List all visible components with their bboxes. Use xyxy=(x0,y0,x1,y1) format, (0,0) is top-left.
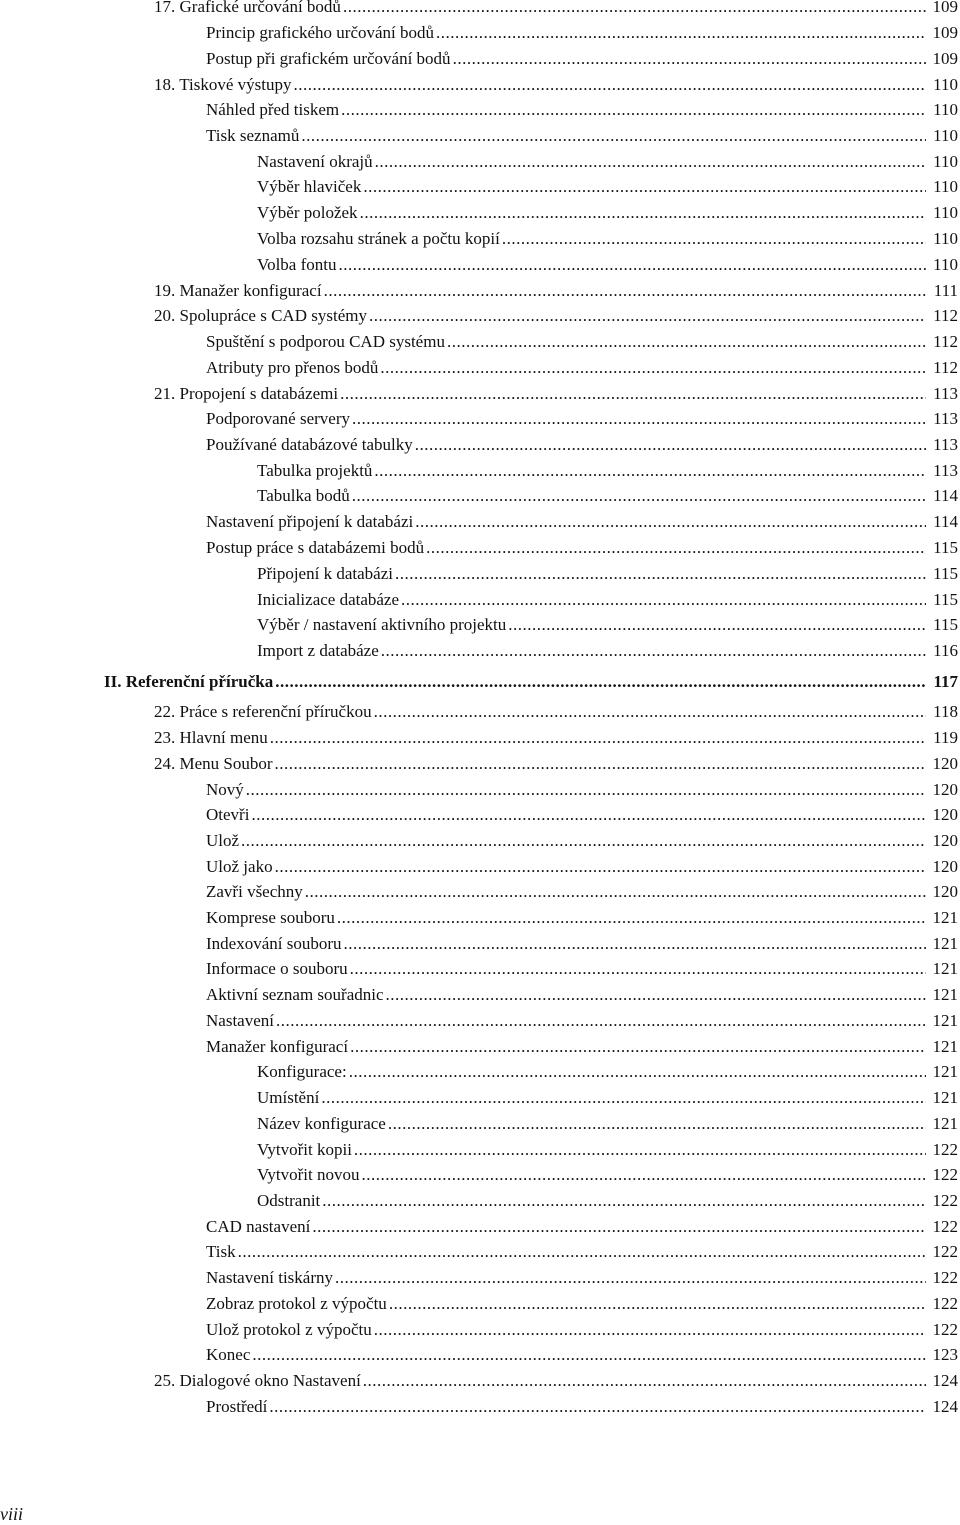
toc-entry[interactable] xyxy=(206,881,958,903)
toc-entry-page: 110 xyxy=(933,203,958,222)
toc-entry[interactable] xyxy=(257,460,958,482)
toc-entry-label: Tisk xyxy=(206,1242,236,1261)
toc-entry-label: Ulož xyxy=(206,831,240,850)
toc-entry-label: Postup práce s databázemi bodů xyxy=(206,538,425,557)
toc-entry-page: 121 xyxy=(932,1011,958,1030)
toc-entry-page: 113 xyxy=(933,435,958,454)
toc-dot-leader xyxy=(252,1344,926,1366)
toc-dot-leader xyxy=(335,1267,926,1289)
toc-entry-label: Import z databáze xyxy=(257,641,379,660)
toc-dot-leader xyxy=(343,0,926,18)
toc-dot-leader xyxy=(238,1241,926,1263)
toc-entry-page: 113 xyxy=(933,384,958,403)
toc-entry-label: Inicializace databáze xyxy=(257,590,400,609)
toc-dot-leader xyxy=(350,1036,926,1058)
toc-dot-leader xyxy=(269,1396,926,1418)
toc-entry[interactable] xyxy=(206,1241,958,1263)
toc-entry-label: Výběr hlaviček xyxy=(257,177,362,196)
toc-entry-page: 120 xyxy=(932,857,958,876)
toc-entry-label: 17. Grafické určování bodů xyxy=(154,0,341,16)
toc-dot-leader xyxy=(381,640,926,662)
toc-entry-label: Ulož jako xyxy=(206,857,273,876)
toc-entry-label: Výběr položek xyxy=(257,203,358,222)
toc-entry-page: 110 xyxy=(933,126,958,145)
toc-entry[interactable] xyxy=(257,254,958,276)
toc-dot-leader xyxy=(389,1293,926,1315)
toc-entry-label: Připojení k databázi xyxy=(257,564,393,583)
toc-entry-label: Umístění xyxy=(257,1088,320,1107)
toc-dot-leader xyxy=(344,933,926,955)
toc-entry[interactable] xyxy=(154,280,958,302)
toc-entry-label: Manažer konfigurací xyxy=(206,1037,349,1056)
toc-entry[interactable] xyxy=(206,1319,958,1341)
toc-entry[interactable] xyxy=(206,1344,958,1366)
toc-entry[interactable] xyxy=(206,331,958,353)
toc-entry[interactable] xyxy=(257,1061,958,1083)
toc-dot-leader xyxy=(251,804,926,826)
toc-entry-label: 23. Hlavní menu xyxy=(154,728,268,747)
toc-entry-page: 121 xyxy=(932,908,958,927)
toc-entry-label: Podporované servery xyxy=(206,409,350,428)
toc-entry-page: 122 xyxy=(932,1268,958,1287)
toc-entry[interactable] xyxy=(206,933,958,955)
toc-dot-leader xyxy=(363,176,926,198)
toc-entry-page: 121 xyxy=(932,1062,958,1081)
toc-dot-leader xyxy=(352,485,926,507)
toc-entry-label: 21. Propojení s databázemi xyxy=(154,384,339,403)
toc-entry-label: Informace o souboru xyxy=(206,959,348,978)
toc-entry-page: 109 xyxy=(932,49,958,68)
toc-entry[interactable] xyxy=(206,830,958,852)
toc-entry-page: 122 xyxy=(932,1140,958,1159)
toc-dot-leader xyxy=(276,1010,926,1032)
toc-entry-label: Vytvořit novou xyxy=(257,1165,360,1184)
toc-dot-leader xyxy=(339,254,927,276)
toc-dot-leader xyxy=(321,1087,926,1109)
toc-entry-label: Odstranit xyxy=(257,1191,321,1210)
toc-entry-label: II. Referenční příručka xyxy=(104,672,274,691)
toc-entry-page: 121 xyxy=(932,985,958,1004)
toc-dot-leader xyxy=(349,1061,926,1083)
toc-entry-label: 18. Tiskové výstupy xyxy=(154,75,292,94)
toc-entry-label: 25. Dialogové okno Nastavení xyxy=(154,1371,361,1390)
toc-entry-label: CAD nastavení xyxy=(206,1217,311,1236)
toc-entry-page: 122 xyxy=(932,1294,958,1313)
toc-entry[interactable] xyxy=(206,779,958,801)
toc-dot-leader xyxy=(375,151,926,173)
toc-entry-page: 121 xyxy=(932,1114,958,1133)
toc-entry-page: 124 xyxy=(932,1371,958,1390)
toc-entry[interactable] xyxy=(257,589,958,611)
toc-entry-label: Tabulka projektů xyxy=(257,461,373,480)
toc-entry-page: 122 xyxy=(932,1191,958,1210)
toc-entry[interactable] xyxy=(206,958,958,980)
toc-entry-page: 110 xyxy=(933,75,958,94)
toc-entry-page: 120 xyxy=(932,882,958,901)
toc-entry[interactable] xyxy=(257,640,958,662)
toc-entry[interactable] xyxy=(206,99,958,121)
toc-entry[interactable] xyxy=(154,727,958,749)
toc-entry-page: 118 xyxy=(933,702,958,721)
toc-entry-label: 20. Spolupráce s CAD systémy xyxy=(154,306,367,325)
toc-dot-leader xyxy=(508,614,926,636)
toc-entry-label: Konfigurace: xyxy=(257,1062,347,1081)
toc-entry[interactable] xyxy=(154,701,958,723)
toc-entry[interactable] xyxy=(257,176,958,198)
toc-entry-page: 121 xyxy=(932,1088,958,1107)
toc-entry-page: 110 xyxy=(933,229,958,248)
toc-dot-leader xyxy=(241,830,926,852)
toc-entry-label: Tisk seznamů xyxy=(206,126,300,145)
toc-entry[interactable] xyxy=(206,856,958,878)
toc-entry-label: Komprese souboru xyxy=(206,908,335,927)
toc-dot-leader xyxy=(502,228,926,250)
toc-entry[interactable] xyxy=(206,1036,958,1058)
toc-entry-label: 22. Práce s referenční příručkou xyxy=(154,702,372,721)
toc-entry-label: Otevři xyxy=(206,805,250,824)
toc-entry-label: Spuštění s podporou CAD systému xyxy=(206,332,445,351)
toc-entry-label: Nastavení připojení k databázi xyxy=(206,512,414,531)
toc-dot-leader xyxy=(447,331,926,353)
toc-entry[interactable] xyxy=(257,614,958,636)
toc-entry[interactable] xyxy=(257,485,958,507)
toc-dot-leader xyxy=(386,984,926,1006)
toc-entry-page: 113 xyxy=(933,409,958,428)
toc-dot-leader xyxy=(369,305,926,327)
toc-entry-page: 121 xyxy=(932,1037,958,1056)
toc-dot-leader xyxy=(395,563,926,585)
toc-entry[interactable] xyxy=(206,125,958,147)
toc-entry[interactable] xyxy=(257,1190,958,1212)
toc-entry-page: 111 xyxy=(933,281,958,300)
toc-entry-label: Aktivní seznam souřadnic xyxy=(206,985,384,1004)
toc-dot-leader xyxy=(341,99,926,121)
toc-entry-label: Prostředí xyxy=(206,1397,268,1416)
toc-entry[interactable] xyxy=(206,408,958,430)
toc-entry[interactable] xyxy=(257,228,958,250)
toc-entry[interactable] xyxy=(206,1396,958,1418)
toc-entry-page: 109 xyxy=(932,23,958,42)
toc-entry-page: 120 xyxy=(932,831,958,850)
toc-entry[interactable] xyxy=(257,1164,958,1186)
toc-entry-page: 122 xyxy=(932,1242,958,1261)
toc-entry[interactable] xyxy=(206,22,958,44)
toc-entry[interactable] xyxy=(206,804,958,826)
toc-entry-label: Princip grafického určování bodů xyxy=(206,23,435,42)
toc-entry-label: Volba fontu xyxy=(257,255,337,274)
toc-entry-page: 120 xyxy=(932,805,958,824)
toc-entry-page: 121 xyxy=(932,959,958,978)
toc-entry-page: 120 xyxy=(932,780,958,799)
toc-entry-label: Ulož protokol z výpočtu xyxy=(206,1320,372,1339)
toc-entry-label: Nastavení okrajů xyxy=(257,152,373,171)
toc-dot-leader xyxy=(270,727,926,749)
toc-entry-page: 115 xyxy=(933,615,958,634)
toc-entry[interactable] xyxy=(206,434,958,456)
toc-dot-leader xyxy=(363,1370,926,1392)
toc-entry[interactable] xyxy=(206,48,958,70)
toc-entry-label: Název konfigurace xyxy=(257,1114,386,1133)
toc-dot-leader xyxy=(374,701,926,723)
toc-entry-label: Vytvořit kopii xyxy=(257,1140,352,1159)
toc-entry-page: 110 xyxy=(933,177,958,196)
toc-entry[interactable] xyxy=(206,1010,958,1032)
toc-entry-page: 123 xyxy=(932,1345,958,1364)
toc-entry-page: 119 xyxy=(933,728,958,747)
toc-entry[interactable] xyxy=(154,0,958,18)
toc-entry[interactable] xyxy=(154,383,958,405)
toc-entry-label: 19. Manažer konfigurací xyxy=(154,281,322,300)
toc-entry-page: 113 xyxy=(933,461,958,480)
toc-entry-page: 112 xyxy=(933,332,958,351)
toc-entry-page: 110 xyxy=(933,152,958,171)
toc-entry[interactable] xyxy=(154,305,958,327)
toc-dot-leader xyxy=(324,280,926,302)
toc-entry[interactable] xyxy=(154,753,958,775)
toc-dot-leader xyxy=(352,408,926,430)
toc-entry-label: Náhled před tiskem xyxy=(206,100,340,119)
toc-entry-label: Postup při grafickém určování bodů xyxy=(206,49,451,68)
toc-entry[interactable] xyxy=(206,984,958,1006)
toc-dot-leader xyxy=(275,671,926,693)
toc-entry-label: Zobraz protokol z výpočtu xyxy=(206,1294,387,1313)
toc-entry-page: 122 xyxy=(932,1165,958,1184)
toc-entry-page: 115 xyxy=(933,564,958,583)
toc-entry[interactable] xyxy=(154,1370,958,1392)
toc-entry-label: Zavři všechny xyxy=(206,882,303,901)
toc-dot-leader xyxy=(354,1139,926,1161)
toc-entry-page: 110 xyxy=(933,255,958,274)
toc-dot-leader xyxy=(301,125,926,147)
toc-dot-leader xyxy=(312,1216,926,1238)
toc-dot-leader xyxy=(436,22,926,44)
toc-dot-leader xyxy=(426,537,926,559)
toc-entry[interactable] xyxy=(206,1267,958,1289)
toc-entry[interactable] xyxy=(257,1087,958,1109)
toc-entry[interactable] xyxy=(206,511,958,533)
toc-entry-label: Používané databázové tabulky xyxy=(206,435,413,454)
toc-entry-page: 109 xyxy=(932,0,958,16)
toc-entry-label: Výběr / nastavení aktivního projektu xyxy=(257,615,507,634)
toc-dot-leader xyxy=(401,589,926,611)
toc-entry-label: Volba rozsahu stránek a počtu kopií xyxy=(257,229,500,248)
toc-entry-page: 110 xyxy=(933,100,958,119)
toc-entry-page: 115 xyxy=(933,538,958,557)
toc-entry[interactable] xyxy=(257,202,958,224)
toc-entry[interactable] xyxy=(104,671,958,693)
toc-entry-label: Nový xyxy=(206,780,244,799)
toc-dot-leader xyxy=(415,511,926,533)
toc-entry[interactable] xyxy=(206,357,958,379)
toc-entry-label: Tabulka bodů xyxy=(257,486,350,505)
toc-entry-page: 122 xyxy=(932,1320,958,1339)
toc-entry-page: 120 xyxy=(932,754,958,773)
toc-entry-page: 114 xyxy=(933,512,958,531)
toc-dot-leader xyxy=(380,357,926,379)
toc-entry-page: 117 xyxy=(933,672,958,691)
toc-entry[interactable] xyxy=(206,907,958,929)
toc-entry-page: 115 xyxy=(933,590,958,609)
toc-dot-leader xyxy=(361,1164,926,1186)
toc-dot-leader xyxy=(322,1190,926,1212)
toc-entry-page: 112 xyxy=(933,306,958,325)
toc-entry-page: 116 xyxy=(933,641,958,660)
toc-dot-leader xyxy=(337,907,926,929)
toc-dot-leader xyxy=(305,881,926,903)
toc-entry-label: Atributy pro přenos bodů xyxy=(206,358,379,377)
toc-dot-leader xyxy=(388,1113,926,1135)
toc-dot-leader xyxy=(275,856,926,878)
toc-entry[interactable] xyxy=(257,1139,958,1161)
toc-entry[interactable] xyxy=(257,563,958,585)
toc-entry-label: Nastavení tiskárny xyxy=(206,1268,333,1287)
toc-dot-leader xyxy=(453,48,926,70)
toc-dot-leader xyxy=(415,434,926,456)
toc-entry-page: 112 xyxy=(933,358,958,377)
toc-dot-leader xyxy=(293,74,926,96)
toc-entry[interactable] xyxy=(257,151,958,173)
toc-entry[interactable] xyxy=(257,1113,958,1135)
toc-entry[interactable] xyxy=(206,537,958,559)
toc-entry-page: 121 xyxy=(932,934,958,953)
toc-entry-label: Indexování souboru xyxy=(206,934,342,953)
toc-dot-leader xyxy=(340,383,926,405)
toc-dot-leader xyxy=(275,753,926,775)
toc-entry-label: Konec xyxy=(206,1345,251,1364)
toc-entry[interactable] xyxy=(206,1293,958,1315)
footer-page-number: viii xyxy=(0,1504,23,1524)
toc-dot-leader xyxy=(374,1319,926,1341)
toc-entry-page: 114 xyxy=(933,486,958,505)
toc-dot-leader xyxy=(360,202,926,224)
toc-entry-page: 122 xyxy=(932,1217,958,1236)
toc-dot-leader xyxy=(350,958,926,980)
toc-dot-leader xyxy=(246,779,926,801)
toc-dot-leader xyxy=(374,460,926,482)
toc-entry-page: 124 xyxy=(932,1397,958,1416)
toc-entry[interactable] xyxy=(206,1216,958,1238)
toc-entry-label: 24. Menu Soubor xyxy=(154,754,273,773)
toc-entry-label: Nastavení xyxy=(206,1011,274,1030)
toc-entry[interactable] xyxy=(154,74,958,96)
